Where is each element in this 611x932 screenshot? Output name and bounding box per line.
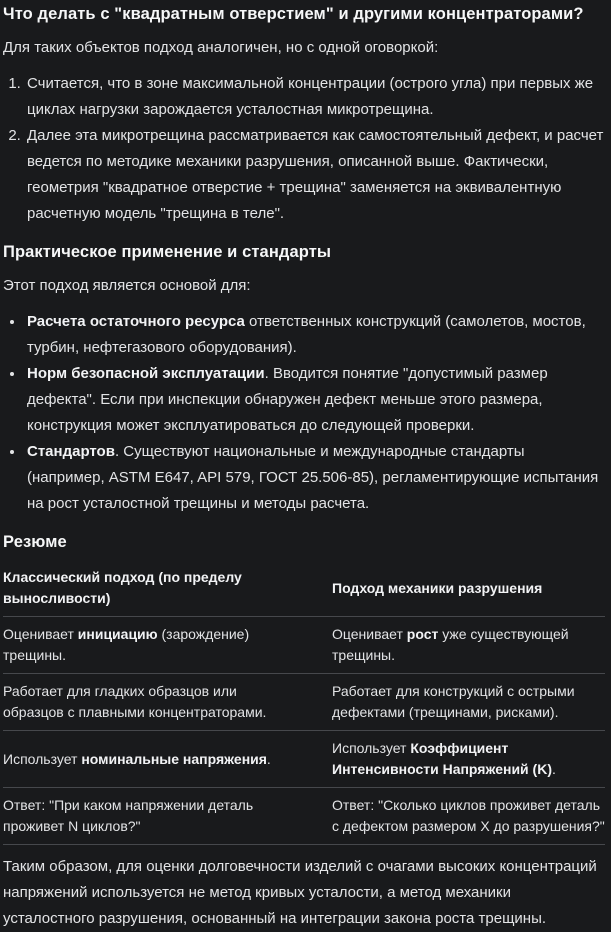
bullet-item-safe-operation: • Норм безопасной эксплуатации. Вводится понятие "допустимый размер дефекта". Если при инспекции обнаружен дефект меньше этого размера, конструкция может эксплуатироваться до следующей проверки. (25, 361, 605, 439)
numbered-list-item-2: 2. Далее эта микротрещина рассматривается как самостоятельный дефект, и расчет ведется по методике механики разрушения, описанной выше. Фактически, геометрия "квадратное отверстие + трещина" заменяется на эквивалентную расчетную модель "трещина в теле". (25, 123, 605, 227)
table-cell-right: Оценивает рост уже существующей трещины. (304, 617, 605, 674)
article-title: Что делать с "квадратным отверстием" и другими концентраторами? (3, 5, 584, 23)
practical-intro-paragraph: Этот подход является основой для: (3, 277, 251, 294)
bullet-item-standards: • Стандартов. Существуют национальные и международные стандарты (например, ASTM E647, API 579, ГОСТ 25.506-85), регламентирующие испытания на рост усталостной трещины и методы расчета. (25, 439, 605, 517)
table-row-specimens-vs-defects (3, 674, 605, 731)
section-title-summary: Резюме (3, 533, 67, 551)
table-cell-left: Ответ: "При каком напряжении деталь проживет N циклов?" (3, 788, 304, 845)
bulleted-list (3, 309, 605, 517)
table-row-answered-questions (3, 788, 605, 845)
table-cell-left: Использует номинальные напряжения. (3, 731, 304, 788)
intro-paragraph: Для таких объектов подход аналогичен, но с одной оговоркой: (3, 39, 439, 56)
answer-content (3, 3, 605, 932)
table-header-classic-approach: Классический подход (по пределу выносливости) (3, 563, 304, 617)
table-cell-left: Работает для гладких образцов или образцов с плавными концентраторами. (3, 674, 304, 731)
table-cell-right: Ответ: "Сколько циклов проживет деталь с дефектом размером X до разрушения?" (304, 788, 605, 845)
table-cell-right: Работает для конструкций с острыми дефектами (трещинами, рисками). (304, 674, 605, 731)
table-cell-left: Оценивает инициацию (зарождение) трещины. (3, 617, 304, 674)
table-header-row (3, 563, 605, 617)
table-header-fracture-mechanics: Подход механики разрушения (304, 563, 605, 617)
numbered-list (3, 71, 605, 227)
table-row-stresses-vs-sif (3, 731, 605, 788)
table-row-initiation-vs-growth (3, 617, 605, 674)
conclusion-paragraph: Таким образом, для оценки долговечности изделий с очагами высоких концентраций напряжений используется не метод кривых усталости, а метод механики усталостного разрушения, основанный на интеграции закона роста трещины. (3, 858, 597, 927)
bullet-item-residual-life: • Расчета остаточного ресурса ответственных конструкций (самолетов, мостов, турбин, нефтегазового оборудования). (25, 309, 605, 361)
table-cell-right: Использует Коэффициент Интенсивности Напряжений (K). (304, 731, 605, 788)
summary-table (3, 563, 605, 845)
section-title-practical: Практическое применение и стандарты (3, 243, 332, 261)
numbered-list-item-1: 1. Считается, что в зоне максимальной концентрации (острого угла) при первых же циклах нагрузки зарождается усталостная микротрещина. (25, 71, 605, 123)
